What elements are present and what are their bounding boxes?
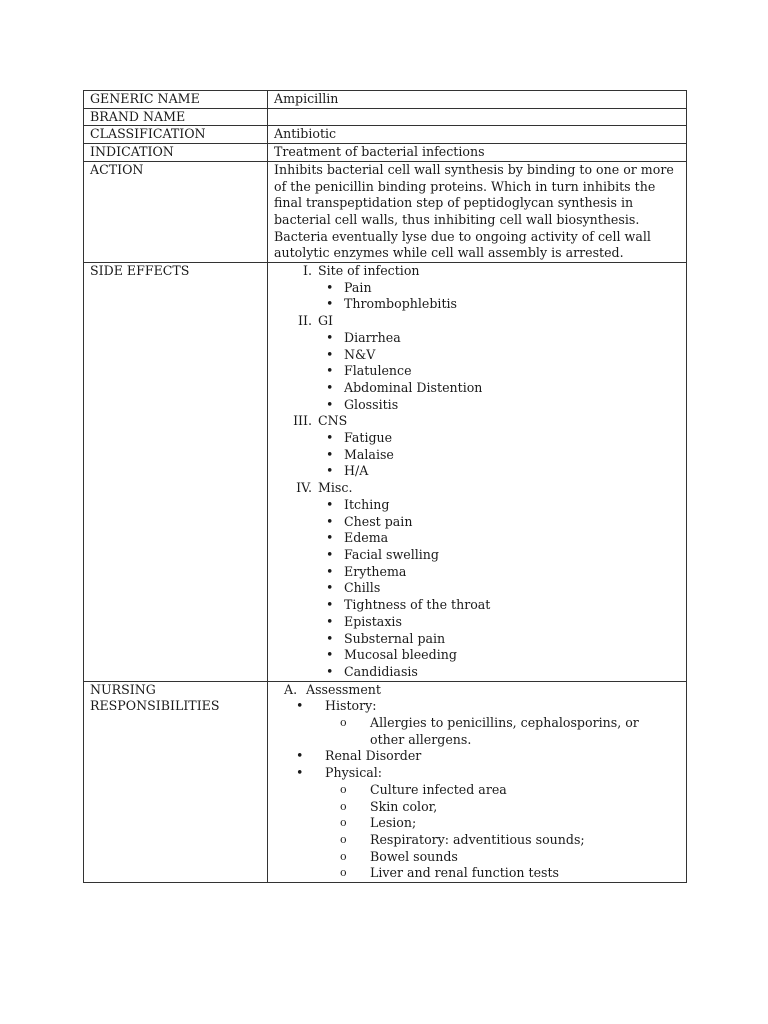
side-effect-section bbox=[274, 480, 686, 497]
nursing-label bbox=[84, 681, 268, 882]
indication-label: INDICATION bbox=[84, 144, 268, 162]
side-effect-item bbox=[274, 430, 686, 447]
side-effect-item bbox=[274, 597, 686, 614]
side-effect-item bbox=[274, 330, 686, 347]
renal-label: Renal Disorder bbox=[325, 748, 422, 764]
assessment-title: Assessment bbox=[306, 681, 381, 697]
section-title: Site of infection bbox=[318, 263, 420, 279]
side-effect-item bbox=[274, 296, 686, 313]
side-effect-text: Tightness of the throat bbox=[344, 597, 491, 613]
side-effect-item bbox=[274, 463, 686, 480]
assessment-heading bbox=[274, 682, 686, 699]
bullet-icon: • bbox=[326, 630, 334, 646]
brand-name-label: BRAND NAME bbox=[84, 108, 268, 126]
side-effect-text: Mucosal bleeding bbox=[344, 647, 457, 663]
side-effect-item bbox=[274, 280, 686, 297]
side-effect-text: H/A bbox=[344, 463, 369, 479]
sub-list-item bbox=[274, 782, 686, 799]
history-item bbox=[274, 698, 686, 715]
side-effects-list bbox=[268, 263, 687, 682]
bullet-icon: • bbox=[296, 765, 304, 781]
sub-bullet-icon: o bbox=[340, 849, 347, 863]
side-effect-text: Diarrhea bbox=[344, 329, 401, 345]
side-effect-text: Flatulence bbox=[344, 363, 412, 379]
row-generic-name bbox=[84, 91, 687, 109]
bullet-icon: • bbox=[326, 663, 334, 679]
side-effect-item bbox=[274, 514, 686, 531]
sub-list-item bbox=[274, 849, 686, 866]
sub-item-text: Culture infected area bbox=[370, 781, 507, 797]
section-numeral: II. bbox=[298, 313, 312, 329]
action-value: Inhibits bacterial cell wall synthesis by binding to one or more of the penicillin binding proteins. Which in turn inhibits the final transpeptidation step of peptidoglycan synthesis in bacterial cell walls, thus inhibiting cell wall biosynthesis. Bacteria eventually lyse due to ongoing activity of cell wall autolytic enzymes while cell wall assembly is arrested. bbox=[268, 161, 687, 262]
history-label: History: bbox=[325, 698, 377, 714]
bullet-icon: • bbox=[326, 580, 334, 596]
bullet-icon: • bbox=[326, 513, 334, 529]
side-effect-section bbox=[274, 413, 686, 430]
classification-value: Antibiotic bbox=[268, 126, 687, 144]
side-effect-text: Chills bbox=[344, 580, 381, 596]
side-effect-item bbox=[274, 664, 686, 681]
side-effect-text: Chest pain bbox=[344, 513, 413, 529]
bullet-icon: • bbox=[326, 563, 334, 579]
row-classification bbox=[84, 126, 687, 144]
side-effect-text: Candidiasis bbox=[344, 663, 418, 679]
side-effect-text: Facial swelling bbox=[344, 546, 439, 562]
sub-list-item bbox=[274, 815, 686, 832]
bullet-icon: • bbox=[326, 346, 334, 362]
row-indication bbox=[84, 144, 687, 162]
sub-bullet-icon: o bbox=[340, 799, 347, 813]
sub-item-text: Lesion; bbox=[370, 815, 417, 831]
side-effect-item bbox=[274, 614, 686, 631]
side-effect-text: Pain bbox=[344, 279, 372, 295]
sub-bullet-icon: o bbox=[340, 866, 347, 880]
sub-item-text: Allergies to penicillins, cephalosporins, or other allergens. bbox=[370, 715, 639, 747]
side-effect-item bbox=[274, 397, 686, 414]
side-effect-text: Glossitis bbox=[344, 396, 399, 412]
drug-info-table bbox=[83, 90, 687, 883]
sub-list-item bbox=[274, 865, 686, 882]
bullet-icon: • bbox=[296, 698, 304, 714]
bullet-icon: • bbox=[326, 613, 334, 629]
side-effect-text: Itching bbox=[344, 496, 390, 512]
section-title: GI bbox=[318, 313, 334, 329]
side-effect-text: Edema bbox=[344, 530, 389, 546]
nursing-content bbox=[268, 681, 687, 882]
side-effect-text: N&V bbox=[344, 346, 376, 362]
sub-list-item bbox=[274, 832, 686, 849]
assessment-letter: A. bbox=[284, 681, 298, 697]
side-effect-item bbox=[274, 580, 686, 597]
bullet-icon: • bbox=[326, 430, 334, 446]
sub-item-text: Respiratory: adventitious sounds; bbox=[370, 831, 585, 847]
physical-label: Physical: bbox=[325, 765, 383, 781]
bullet-icon: • bbox=[326, 463, 334, 479]
renal-item bbox=[274, 748, 686, 765]
side-effect-item bbox=[274, 647, 686, 664]
side-effect-item bbox=[274, 363, 686, 380]
sub-list-item bbox=[274, 799, 686, 816]
bullet-icon: • bbox=[296, 748, 304, 764]
sub-item-text: Skin color, bbox=[370, 798, 438, 814]
bullet-icon: • bbox=[326, 396, 334, 412]
nursing-label-line1: NURSING bbox=[90, 681, 156, 697]
side-effect-section bbox=[274, 313, 686, 330]
bullet-icon: • bbox=[326, 329, 334, 345]
side-effect-text: Epistaxis bbox=[344, 613, 402, 629]
bullet-icon: • bbox=[326, 546, 334, 562]
side-effect-text: Malaise bbox=[344, 446, 394, 462]
row-action bbox=[84, 161, 687, 262]
side-effect-item bbox=[274, 447, 686, 464]
side-effects-label: SIDE EFFECTS bbox=[84, 263, 268, 682]
side-effect-item bbox=[274, 497, 686, 514]
section-title: Misc. bbox=[318, 480, 353, 496]
side-effect-text: Thrombophlebitis bbox=[344, 296, 457, 312]
sub-bullet-icon: o bbox=[340, 782, 347, 796]
generic-name-label: GENERIC NAME bbox=[84, 91, 268, 109]
generic-name-value: Ampicillin bbox=[268, 91, 687, 109]
side-effect-item bbox=[274, 547, 686, 564]
bullet-icon: • bbox=[326, 496, 334, 512]
bullet-icon: • bbox=[326, 530, 334, 546]
bullet-icon: • bbox=[326, 279, 334, 295]
bullet-icon: • bbox=[326, 379, 334, 395]
side-effect-section bbox=[274, 263, 686, 280]
classification-label: CLASSIFICATION bbox=[84, 126, 268, 144]
sub-bullet-icon: o bbox=[340, 832, 347, 846]
side-effect-text: Fatigue bbox=[344, 430, 393, 446]
bullet-icon: • bbox=[326, 647, 334, 663]
side-effect-item bbox=[274, 631, 686, 648]
section-numeral: III. bbox=[293, 413, 312, 429]
bullet-icon: • bbox=[326, 296, 334, 312]
sub-bullet-icon: o bbox=[340, 816, 347, 830]
side-effect-item bbox=[274, 380, 686, 397]
physical-item bbox=[274, 765, 686, 782]
bullet-icon: • bbox=[326, 597, 334, 613]
side-effect-item bbox=[274, 564, 686, 581]
row-side-effects bbox=[84, 263, 687, 682]
section-numeral: IV. bbox=[296, 480, 312, 496]
section-title: CNS bbox=[318, 413, 348, 429]
indication-value: Treatment of bacterial infections bbox=[268, 144, 687, 162]
sub-item-text: Liver and renal function tests bbox=[370, 865, 560, 881]
row-brand-name bbox=[84, 108, 687, 126]
side-effect-item bbox=[274, 530, 686, 547]
row-nursing-responsibilities bbox=[84, 681, 687, 882]
nursing-label-line2: RESPONSIBILITIES bbox=[90, 698, 220, 714]
section-numeral: I. bbox=[303, 263, 312, 279]
side-effect-text: Abdominal Distention bbox=[344, 379, 483, 395]
sub-item-text: Bowel sounds bbox=[370, 848, 458, 864]
side-effect-text: Erythema bbox=[344, 563, 407, 579]
brand-name-value bbox=[268, 108, 687, 126]
bullet-icon: • bbox=[326, 446, 334, 462]
sub-list-item bbox=[274, 715, 686, 748]
side-effect-item bbox=[274, 347, 686, 364]
action-label: ACTION bbox=[84, 161, 268, 262]
side-effect-text: Substernal pain bbox=[344, 630, 446, 646]
bullet-icon: • bbox=[326, 363, 334, 379]
sub-bullet-icon: o bbox=[340, 716, 347, 730]
